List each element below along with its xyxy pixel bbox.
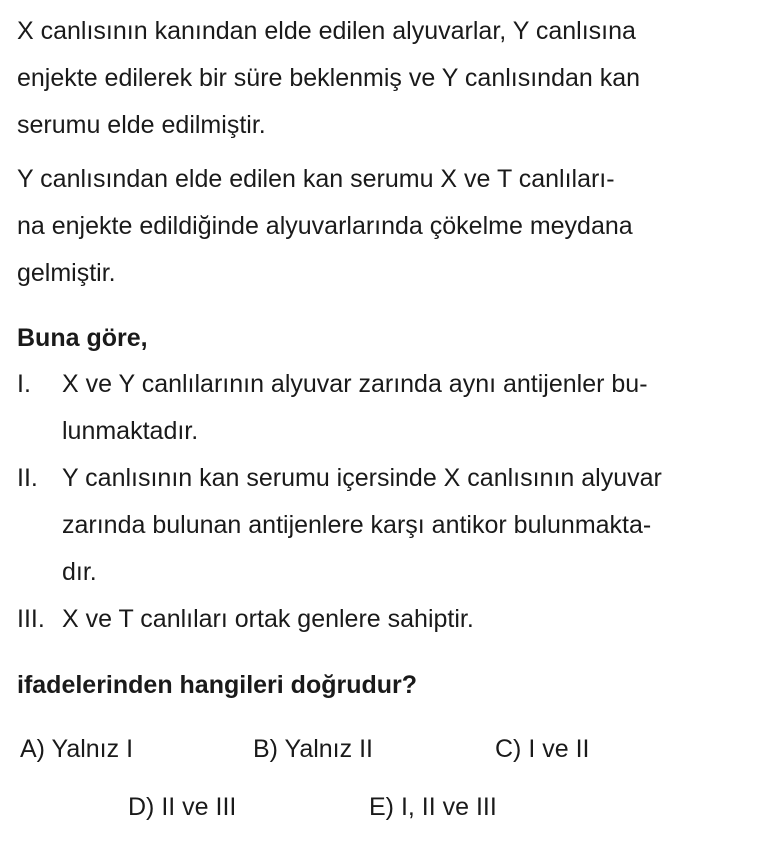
statement-line: X ve T canlıları ortak genlere sahiptir. [62,605,474,633]
statement-line: dır. [62,558,97,586]
intro-paragraph-line: enjekte edilerek bir süre beklenmiş ve Y canlısından kan [17,64,641,92]
option-a[interactable]: A) Yalnız I [20,735,134,763]
lead-text: Buna göre, [17,324,148,352]
intro-paragraph [17,8,729,149]
intro-paragraph-line: X canlısının kanından elde edilen alyuvarlar, Y canlısına [17,17,636,45]
question-text: ifadelerinden hangileri doğrudur? [17,671,418,699]
statement-numeral: III. [17,605,45,633]
observation-paragraph [17,156,729,297]
statement-text [62,596,729,643]
observation-paragraph-line: gelmiştir. [17,259,116,287]
statement-text [62,455,729,596]
observation-paragraph-line: Y canlısından elde edilen kan serumu X ve T canlıları- [17,165,615,193]
statement-line: zarında bulunan antijenlere karşı antikor bulunmakta- [62,511,652,539]
statement-line: X ve Y canlılarının alyuvar zarında aynı antijenler bu- [62,370,648,398]
statement-line: lunmaktadır. [62,417,199,445]
statement-numeral: II. [17,464,38,492]
statement-line: Y canlısının kan serumu içersinde X canlısının alyuvar [62,464,662,492]
option-d[interactable]: D) II ve III [128,793,237,821]
statement-numeral: I. [17,370,31,398]
option-c[interactable]: C) I ve II [495,735,590,763]
observation-paragraph-line: na enjekte edildiğinde alyuvarlarında çökelme meydana [17,212,633,240]
option-b[interactable]: B) Yalnız II [253,735,373,763]
statement-text [62,361,729,455]
option-e[interactable]: E) I, II ve III [369,793,497,821]
intro-paragraph-line: serumu elde edilmiştir. [17,111,266,139]
